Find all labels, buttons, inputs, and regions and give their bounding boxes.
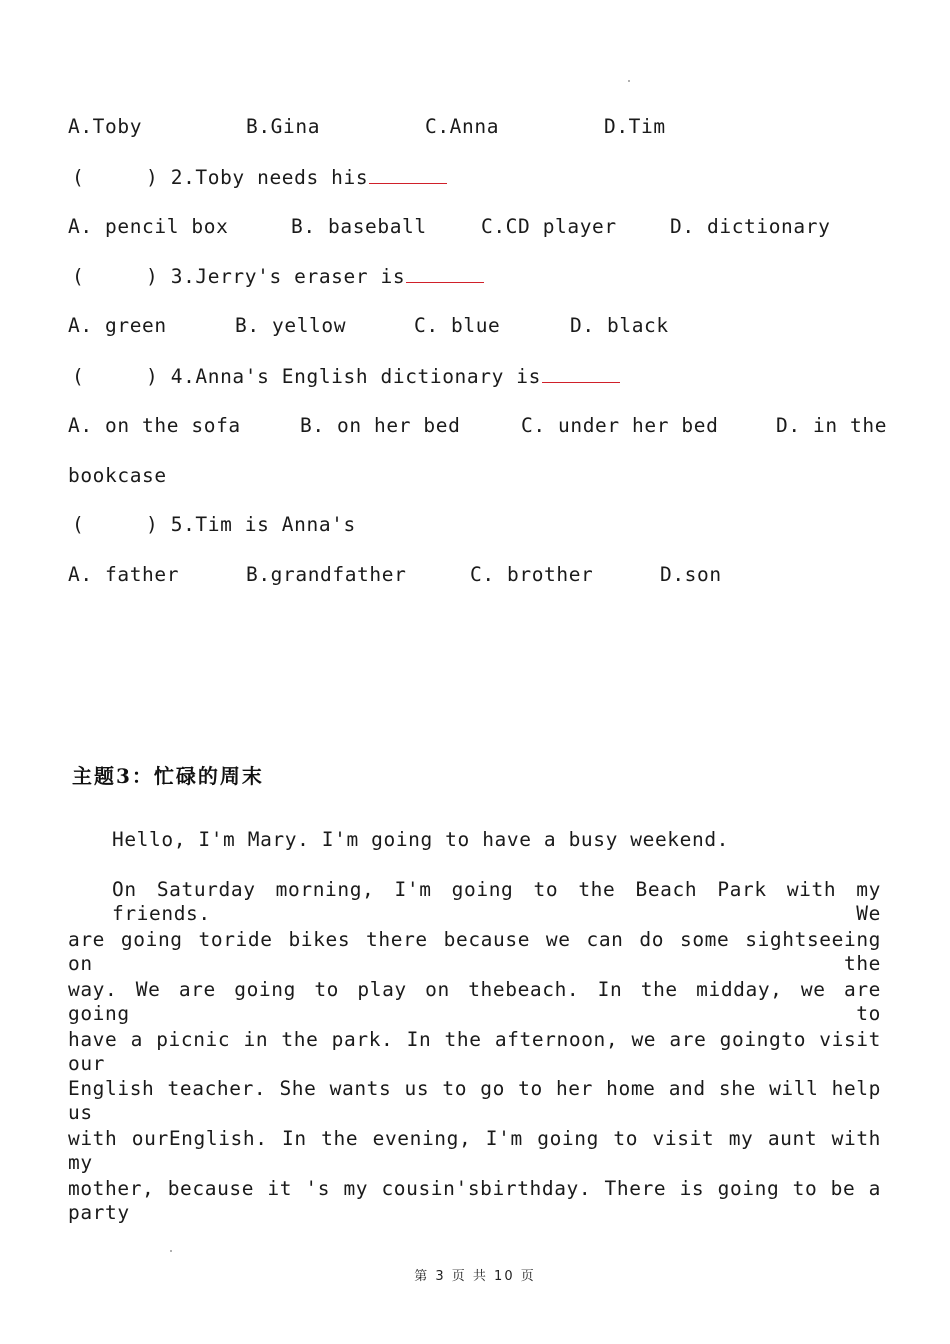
q3-option-c: C. blue (414, 314, 501, 337)
answer-paren[interactable]: ( ) (72, 365, 159, 388)
scan-speck (170, 1250, 172, 1252)
passage-line: way. We are going to play on thebeach. In the midday, we are going to (68, 978, 881, 1025)
answer-blank (542, 364, 620, 383)
scan-speck (628, 80, 630, 82)
q1-option-d: D.Tim (604, 115, 666, 138)
passage-line: Hello, I'm Mary. I'm going to have a busy weekend. (112, 828, 729, 851)
answer-paren[interactable]: ( ) (72, 513, 159, 536)
q4-option-b: B. on her bed (300, 414, 461, 437)
question-5-text: 5.Tim is Anna's (170, 513, 356, 536)
q2-option-a: A. pencil box (68, 215, 229, 238)
q2-option-b: B. baseball (291, 215, 427, 238)
question-5 (72, 513, 356, 537)
question-3-text: 3.Jerry's eraser is (170, 265, 406, 288)
q4-option-c: C. under her bed (521, 414, 719, 437)
question-3 (72, 264, 484, 289)
passage-line: are going toride bikes there because we can do some sightseeing on the (68, 928, 881, 975)
answer-paren[interactable]: ( ) (72, 166, 159, 189)
q5-option-b: B.grandfather (246, 563, 407, 586)
q5-option-c: C. brother (470, 563, 594, 586)
q1-option-a: A.Toby (68, 115, 143, 138)
q5-option-a: A. father (68, 563, 180, 586)
question-4-text: 4.Anna's English dictionary is (170, 365, 541, 388)
answer-blank (369, 165, 447, 184)
q3-option-b: B. yellow (235, 314, 347, 337)
q2-option-c: C.CD player (481, 215, 617, 238)
q1-option-b: B.Gina (246, 115, 321, 138)
answer-blank (406, 264, 484, 283)
question-4 (72, 364, 620, 389)
section-heading: 主题3：忙碌的周末 (72, 764, 264, 788)
q3-option-d: D. black (570, 314, 669, 337)
q1-option-c: C.Anna (425, 115, 500, 138)
q2-option-d: D. dictionary (670, 215, 831, 238)
passage-line: English teacher. She wants us to go to her home and she will help us (68, 1077, 881, 1124)
q4-option-a: A. on the sofa (68, 414, 241, 437)
q5-option-d: D.son (660, 563, 722, 586)
passage-line: with ourEnglish. In the evening, I'm going to visit my aunt with my (68, 1127, 881, 1174)
q3-option-a: A. green (68, 314, 167, 337)
passage-line: have a picnic in the park. In the afternoon, we are goingto visit our (68, 1028, 881, 1075)
q4-option-d: D. in the (776, 414, 888, 437)
answer-paren[interactable]: ( ) (72, 265, 159, 288)
q4-option-d-continued: bookcase (68, 464, 167, 487)
question-2-text: 2.Toby needs his (170, 166, 369, 189)
passage-line: mother, because it 's my cousin'sbirthday. There is going to be a party (68, 1177, 881, 1224)
page-number-footer: 第 3 页 共 10 页 (414, 1269, 536, 1284)
question-2 (72, 165, 447, 190)
passage-line: On Saturday morning, I'm going to the Beach Park with my friends. We (112, 878, 881, 925)
